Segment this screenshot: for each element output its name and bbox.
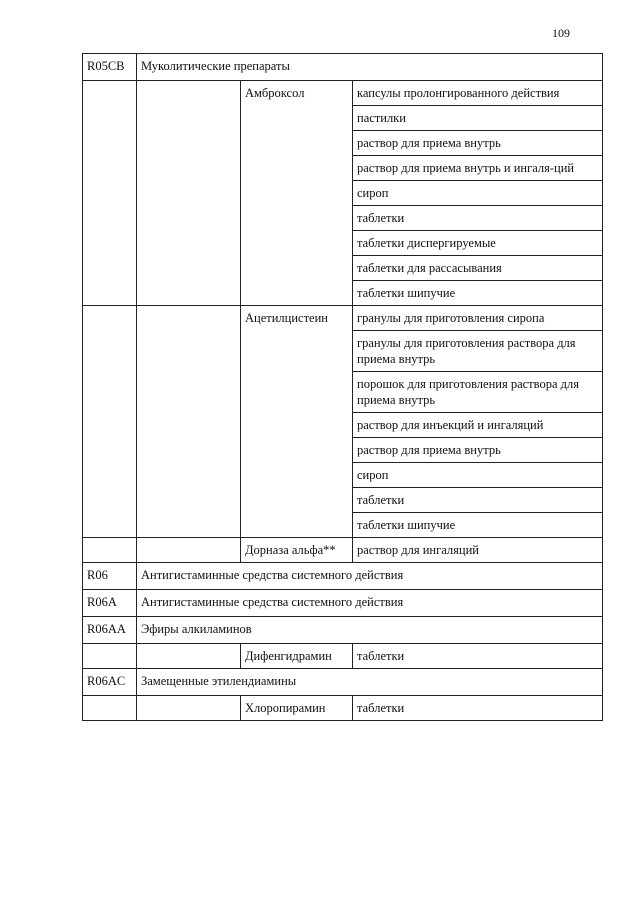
drug-name: Ацетилцистеин [241, 306, 353, 538]
dosage-form: раствор для инъекций и ингаляций [353, 413, 603, 438]
drug-table-body [83, 54, 603, 721]
dosage-form: таблетки [353, 644, 603, 669]
empty-group-cell [137, 644, 241, 669]
form-row [83, 306, 603, 331]
group-name: Муколитические препараты [137, 54, 603, 81]
dosage-form: гранулы для приготовления раствора для приема внутрь [353, 331, 603, 372]
dosage-form: таблетки шипучие [353, 513, 603, 538]
group-row [83, 563, 603, 590]
dosage-form: сироп [353, 181, 603, 206]
dosage-form: таблетки [353, 206, 603, 231]
dosage-form: таблетки для рассасывания [353, 256, 603, 281]
atc-code: R06AC [83, 669, 137, 696]
dosage-form: порошок для приготовления раствора для приема внутрь [353, 372, 603, 413]
group-name: Антигистаминные средства системного действия [137, 563, 603, 590]
dosage-form: гранулы для приготовления сиропа [353, 306, 603, 331]
empty-code-cell [83, 306, 137, 538]
dosage-form: таблетки шипучие [353, 281, 603, 306]
empty-code-cell [83, 538, 137, 563]
group-row [83, 54, 603, 81]
form-row [83, 696, 603, 721]
empty-group-cell [137, 306, 241, 538]
group-name: Эфиры алкиламинов [137, 617, 603, 644]
dosage-form: раствор для приема внутрь и ингаля-ций [353, 156, 603, 181]
group-row [83, 669, 603, 696]
group-row [83, 617, 603, 644]
atc-code: R06AA [83, 617, 137, 644]
dosage-form: капсулы пролонгированного действия [353, 81, 603, 106]
empty-code-cell [83, 644, 137, 669]
atc-code: R06 [83, 563, 137, 590]
dosage-form: таблетки [353, 696, 603, 721]
drug-name: Дорназа альфа** [241, 538, 353, 563]
empty-code-cell [83, 696, 137, 721]
empty-group-cell [137, 696, 241, 721]
group-name: Замещенные этилендиамины [137, 669, 603, 696]
empty-group-cell [137, 538, 241, 563]
dosage-form: раствор для приема внутрь [353, 131, 603, 156]
group-name: Антигистаминные средства системного действия [137, 590, 603, 617]
atc-code: R06A [83, 590, 137, 617]
drug-table [82, 53, 603, 721]
empty-group-cell [137, 81, 241, 306]
drug-name: Хлоропирамин [241, 696, 353, 721]
form-row [83, 81, 603, 106]
page-number: 109 [552, 26, 570, 40]
dosage-form: таблетки диспергируемые [353, 231, 603, 256]
group-row [83, 590, 603, 617]
dosage-form: таблетки [353, 488, 603, 513]
atc-code: R05CB [83, 54, 137, 81]
drug-name: Амброксол [241, 81, 353, 306]
dosage-form: сироп [353, 463, 603, 488]
form-row [83, 644, 603, 669]
dosage-form: пастилки [353, 106, 603, 131]
dosage-form: раствор для приема внутрь [353, 438, 603, 463]
drug-name: Дифенгидрамин [241, 644, 353, 669]
empty-code-cell [83, 81, 137, 306]
form-row [83, 538, 603, 563]
dosage-form: раствор для ингаляций [353, 538, 603, 563]
